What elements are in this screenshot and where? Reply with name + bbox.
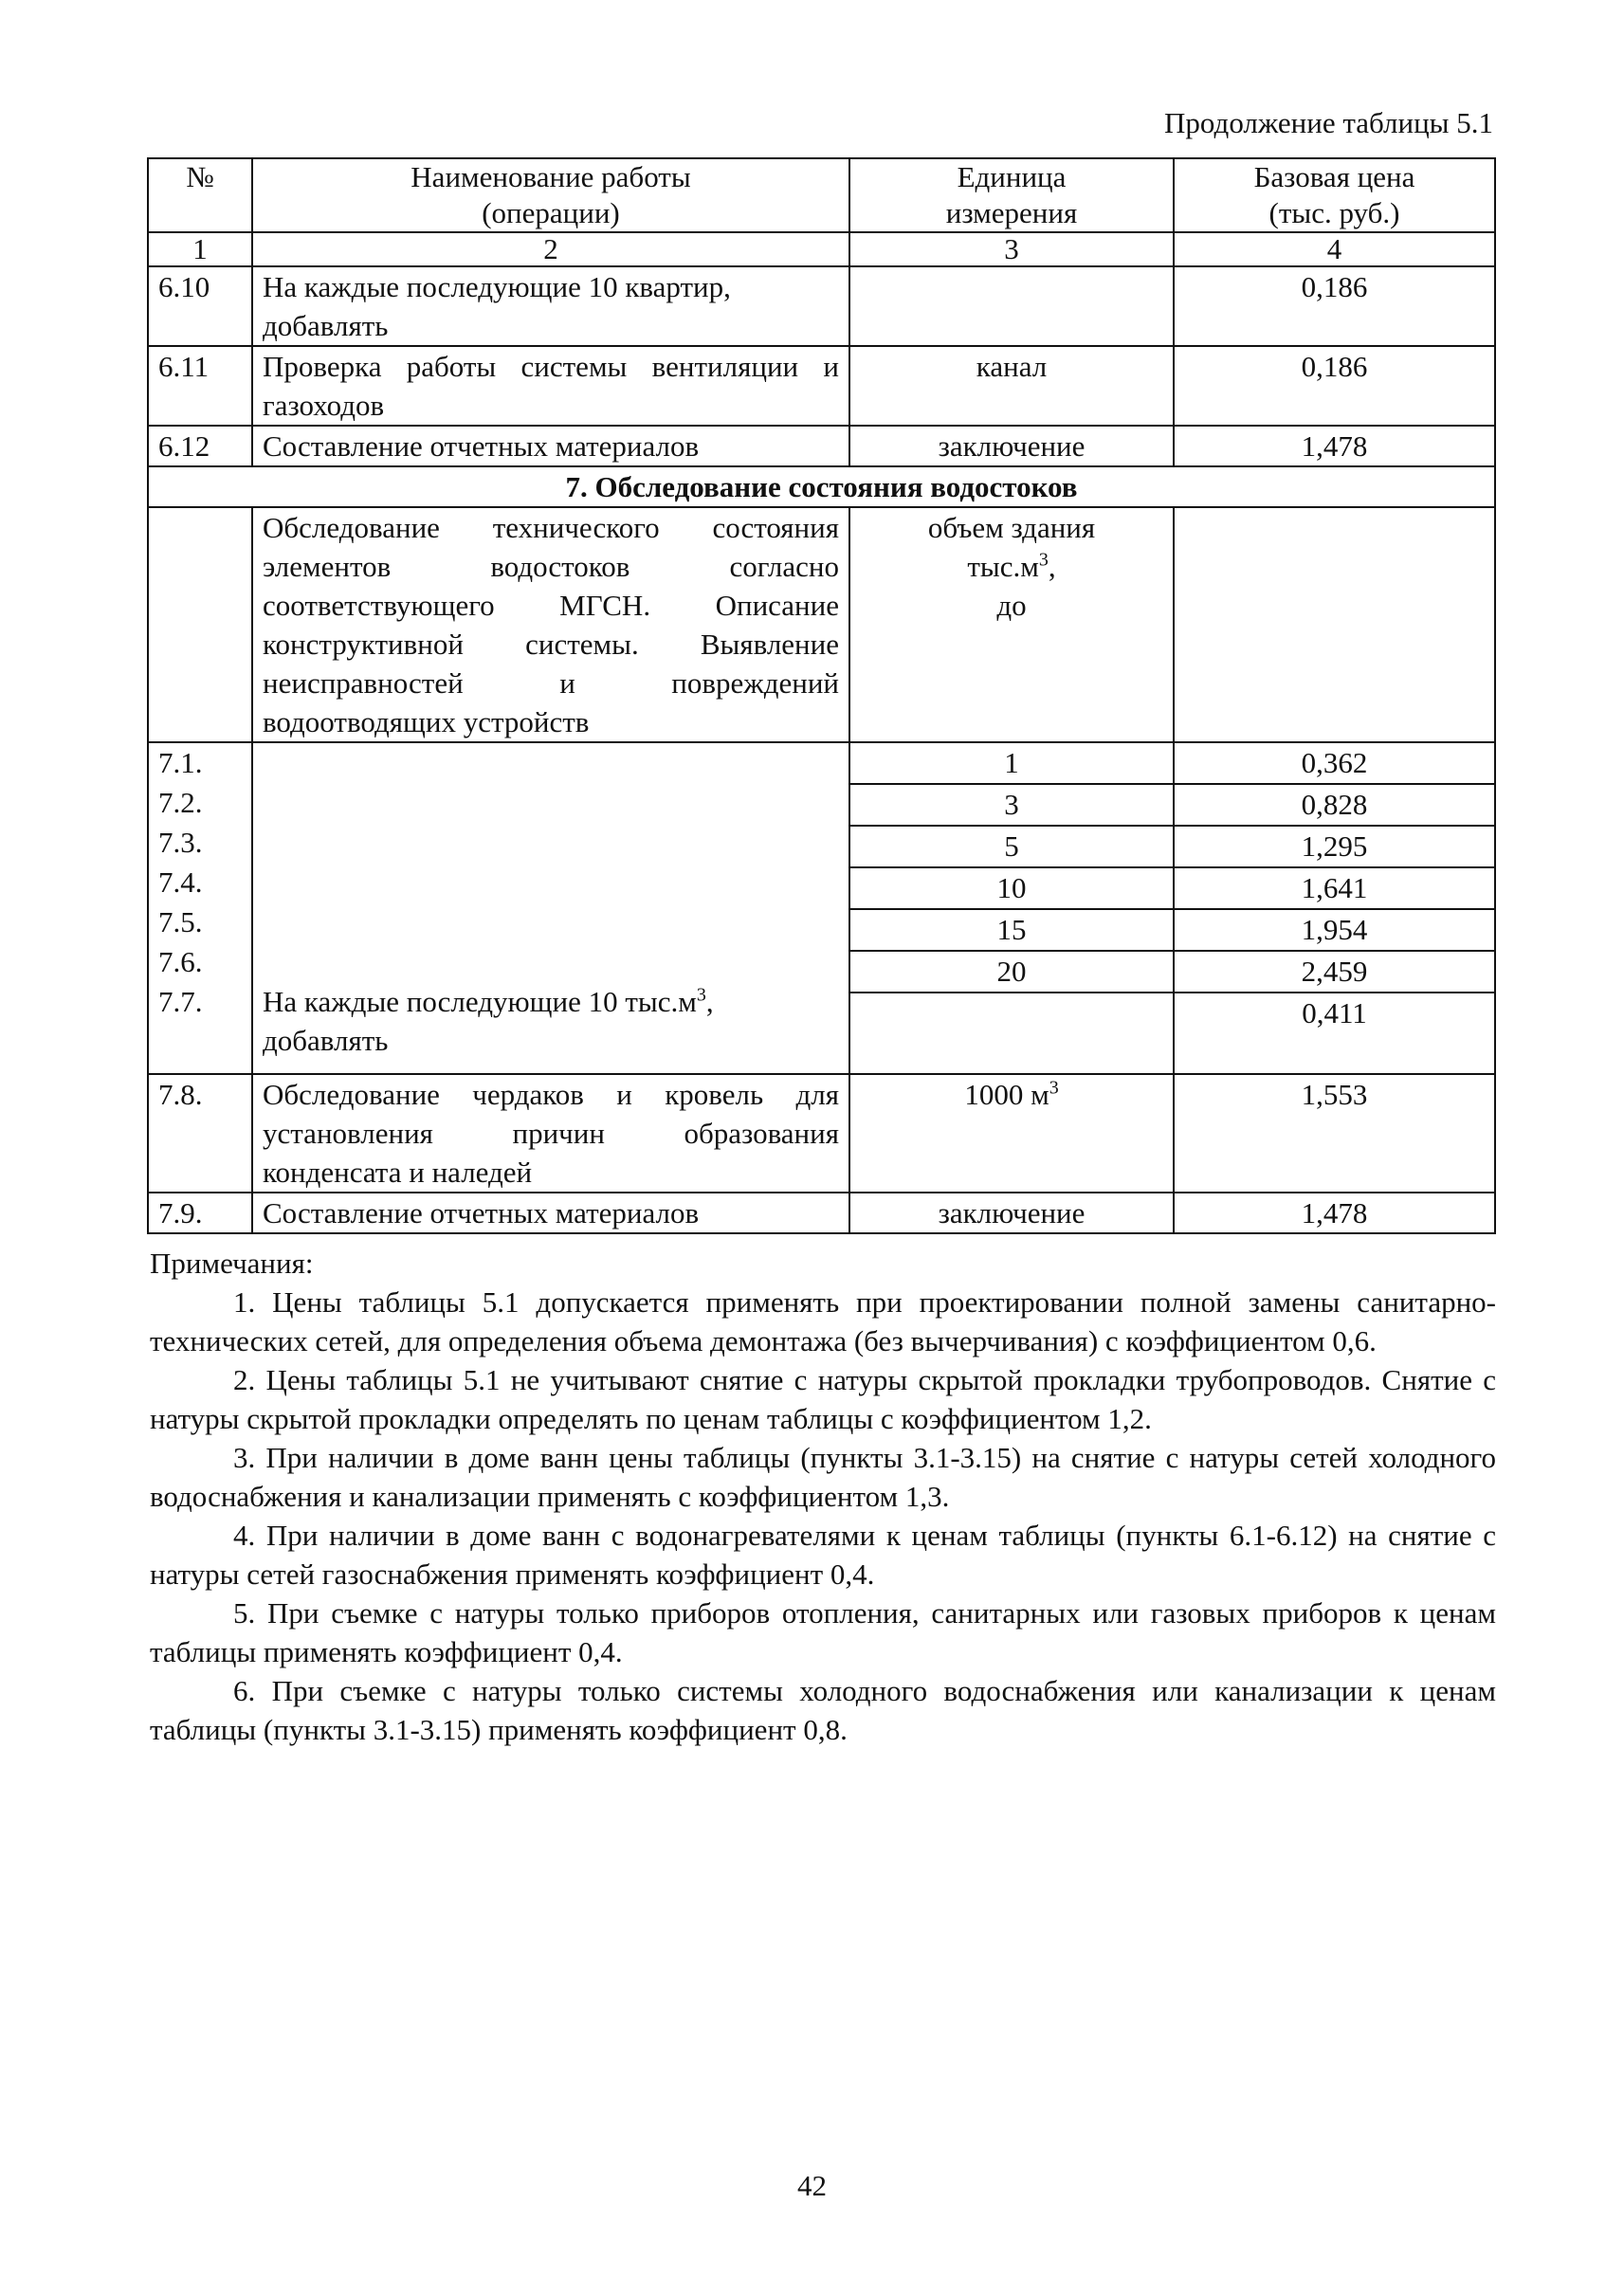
price-list [1174, 742, 1495, 1074]
note-item: 5. При съемке с натуры только приборов отопления, санитарных или газовых приборов к ценам таблицы применять коэффициент 0,4. [150, 1596, 1496, 1668]
table-row [148, 266, 1495, 346]
row-num: 6.10 [148, 266, 252, 346]
note-item: 1. Цены таблицы 5.1 допускается применять при проектировании полной замены санитарно-технических сетей, для определения объема демонтажа (без вычерчивания) с коэффициентом 0,6. [150, 1285, 1496, 1357]
price-cell: 1,954 [1175, 910, 1494, 952]
row-unit [849, 266, 1174, 346]
unit-sup: 3 [1038, 549, 1049, 571]
unit-line3: до [996, 589, 1027, 622]
volume-cell: 1 [850, 743, 1173, 785]
row-unit: канал [849, 346, 1174, 426]
table-header-row [148, 158, 1495, 232]
row-name-sup: 3 [696, 984, 706, 1006]
page-number: 42 [797, 2169, 827, 2202]
row-num: 6.12 [148, 426, 252, 466]
header-name [252, 158, 849, 232]
row-num: 7.9. [148, 1193, 252, 1233]
table-caption: Продолжение таблицы 5.1 [1164, 106, 1493, 139]
row-num: 7.3. [158, 826, 203, 859]
row-num-list [148, 742, 252, 1074]
row-name: На каждые последующие 10 квартир, добавлять [252, 266, 849, 346]
row-name: Проверка работы системы вентиляции и газоходов [252, 346, 849, 426]
row-num: 7.4. [158, 865, 203, 899]
row-unit [849, 507, 1174, 742]
row-price: 1,553 [1174, 1074, 1495, 1193]
price-table [147, 157, 1496, 1234]
section-title-row [148, 466, 1495, 507]
col-index: 3 [849, 232, 1174, 266]
volume-list [849, 742, 1174, 1074]
note-item: 4. При наличии в доме ванн с водонагревателями к ценам таблицы (пункты 6.1-6.12) на снятие с натуры сетей газоснабжения применять коэффициент 0,4. [150, 1519, 1496, 1591]
header-name-line2: (операции) [482, 196, 620, 229]
row-num [148, 507, 252, 742]
unit-text: 1000 м [964, 1078, 1049, 1111]
unit-text: тыс.м [967, 550, 1039, 583]
price-cell: 2,459 [1175, 952, 1494, 993]
header-num: № [148, 158, 252, 232]
row-num: 7.7. [158, 985, 203, 1018]
row-num: 7.6. [158, 945, 203, 978]
volume-cell: 3 [850, 785, 1173, 827]
table-row [148, 1074, 1495, 1193]
row-price: 0,186 [1174, 346, 1495, 426]
notes-block [150, 1244, 1496, 1749]
row-price: 1,478 [1174, 1193, 1495, 1233]
row-name: Составление отчетных материалов [252, 1193, 849, 1233]
column-index-row [148, 232, 1495, 266]
row-num: 7.1. [158, 746, 203, 779]
unit-line1: объем здания [927, 511, 1096, 544]
volume-cell: 15 [850, 910, 1173, 952]
row-name [252, 742, 849, 1074]
price-cell: 0,362 [1175, 743, 1494, 785]
table-row [148, 507, 1495, 742]
note-item: 3. При наличии в доме ванн цены таблицы (пункты 3.1-3.15) на снятие с натуры сетей холодного водоснабжения и канализации применять с коэффициентом 1,3. [150, 1441, 1496, 1513]
header-price-line1: Базовая цена [1253, 160, 1415, 193]
table-row [148, 1193, 1495, 1233]
unit-line2 [860, 547, 1163, 586]
row-price: 1,478 [1174, 426, 1495, 466]
volume-cell [850, 993, 1173, 1073]
volume-cell: 5 [850, 827, 1173, 868]
unit-sup: 3 [1049, 1077, 1059, 1099]
row-price [1174, 507, 1495, 742]
row-unit: заключение [849, 1193, 1174, 1233]
volume-cell: 20 [850, 952, 1173, 993]
header-price [1174, 158, 1495, 232]
row-name: Обследование чердаков и кровель для установления причин образования конденсата и наледей [252, 1074, 849, 1193]
table-row [148, 346, 1495, 426]
table-row-group [148, 742, 1495, 1074]
note-item: 2. Цены таблицы 5.1 не учитывают снятие с натуры скрытой прокладки трубопроводов. Снятие с натуры скрытой прокладки определять по ценам таблицы с коэффициентом 1,2. [150, 1363, 1496, 1435]
row-num: 7.5. [158, 905, 203, 938]
row-num: 7.2. [158, 786, 203, 819]
header-unit-line2: измерения [945, 196, 1078, 229]
row-price: 0,186 [1174, 266, 1495, 346]
header-price-line2: (тыс. руб.) [1268, 196, 1400, 229]
col-index: 1 [148, 232, 252, 266]
col-index: 2 [252, 232, 849, 266]
row-num: 7.8. [148, 1074, 252, 1193]
row-name: Составление отчетных материалов [252, 426, 849, 466]
volume-cell: 10 [850, 868, 1173, 910]
price-cell: 0,411 [1302, 996, 1367, 1029]
note-item: 6. При съемке с натуры только системы холодного водоснабжения или канализации к ценам таблицы (пункты 3.1-3.15) применять коэффициент 0,8. [150, 1674, 1496, 1746]
row-unit: заключение [849, 426, 1174, 466]
price-cell: 1,641 [1175, 868, 1494, 910]
row-num: 6.11 [148, 346, 252, 426]
price-cell: 1,295 [1175, 827, 1494, 868]
row-name: Обследование технического состояния элементов водостоков согласно соответствующего МГСН. Описание конструктивной системы. Выявление неисправностей и повреждений водоотводящих устройств [252, 507, 849, 742]
notes-title: Примечания: [150, 1247, 314, 1280]
header-unit-line1: Единица [957, 160, 1067, 193]
price-cell: 0,828 [1175, 785, 1494, 827]
unit-comma: , [1048, 550, 1056, 583]
section-title: 7. Обследование состояния водостоков [148, 466, 1495, 507]
row-unit [849, 1074, 1174, 1193]
header-name-line1: Наименование работы [411, 160, 691, 193]
col-index: 4 [1174, 232, 1495, 266]
row-name-text: , добавлять [263, 985, 714, 1057]
table-row [148, 426, 1495, 466]
header-unit [849, 158, 1174, 232]
row-name-text: На каждые последующие 10 тыс.м [263, 985, 697, 1018]
